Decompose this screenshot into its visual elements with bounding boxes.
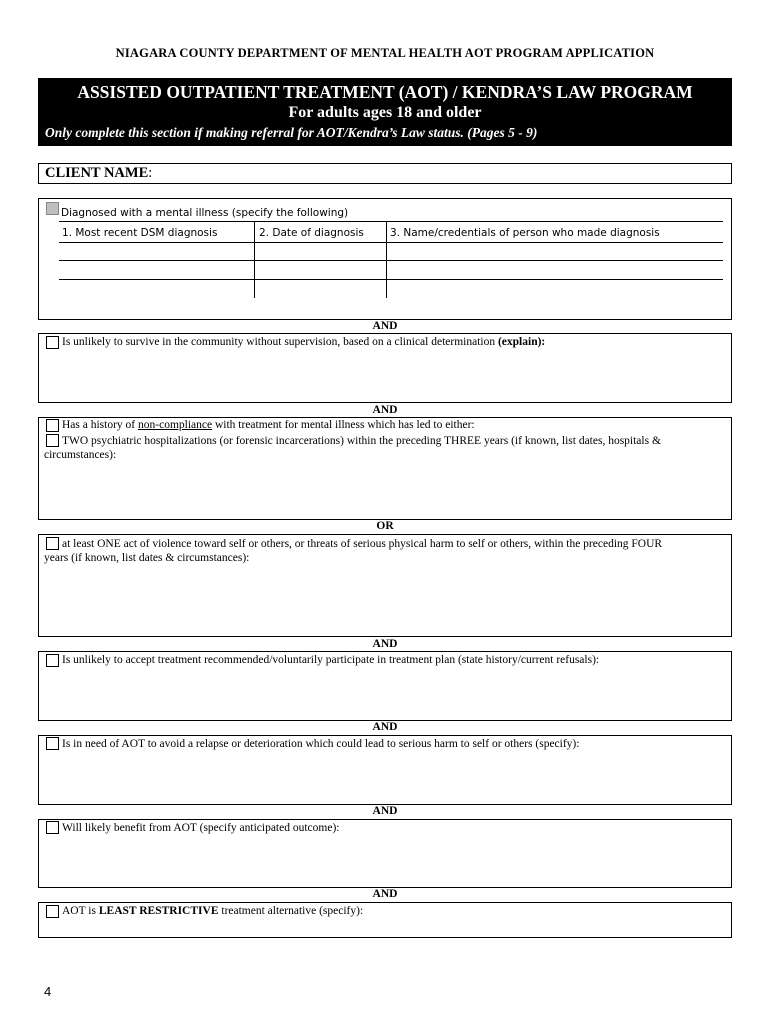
diagnosis-row-line	[59, 260, 723, 261]
banner-subtitle: For adults ages 18 and older	[288, 104, 482, 121]
client-name-label	[45, 165, 152, 182]
accept-treatment-text: Is unlikely to accept treatment recommended/voluntarily participate in treatment plan (state history/current refusals):	[62, 654, 600, 666]
diagnosis-row-line	[59, 242, 723, 243]
relapse-checkbox[interactable]	[46, 737, 59, 750]
conjunction-and: AND	[372, 638, 398, 650]
violence-checkbox[interactable]	[46, 537, 59, 550]
hospitalizations-checkbox[interactable]	[46, 434, 59, 447]
survive-text	[62, 335, 545, 349]
diagnosis-col-date: 2. Date of diagnosis	[259, 227, 364, 239]
program-banner	[38, 78, 732, 146]
noncompliance-text	[62, 418, 475, 432]
hospitalizations-text-line2: circumstances):	[44, 449, 117, 461]
noncompliance-text-pre: Has a history of	[62, 419, 139, 431]
survive-text-main: Is unlikely to survive in the community without supervision, based on a clinical determination	[62, 336, 498, 348]
hospitalizations-text-line1: TWO psychiatric hospitalizations (or forensic incarcerations) within the preceding THREE years (if known, list dates, hospitals &	[62, 435, 661, 447]
page-number: 4	[44, 984, 52, 999]
noncompliance-checkbox[interactable]	[46, 419, 59, 432]
benefit-text: Will likely benefit from AOT (specify anticipated outcome):	[62, 822, 340, 834]
least-restrictive-text-post: treatment alternative (specify):	[218, 905, 364, 917]
conjunction-and: AND	[372, 320, 398, 332]
accept-treatment-checkbox[interactable]	[46, 654, 59, 667]
survive-text-explain: (explain):	[497, 336, 546, 348]
conjunction-and: AND	[372, 721, 398, 733]
least-restrictive-text	[62, 904, 363, 918]
conjunction-and: AND	[372, 404, 398, 416]
diagnosis-row-line	[59, 279, 723, 280]
diagnosis-table-top-line	[59, 221, 723, 222]
diagnosis-col-credentials: 3. Name/credentials of person who made diagnosis	[390, 227, 660, 239]
noncompliance-text-post: with treatment for mental illness which has led to either:	[212, 419, 475, 431]
diagnosis-label: Diagnosed with a mental illness (specify the following)	[61, 207, 349, 219]
least-restrictive-checkbox[interactable]	[46, 905, 59, 918]
violence-text-line2: years (if known, list dates & circumstances):	[44, 552, 250, 564]
diagnosis-checkbox[interactable]	[46, 202, 59, 215]
client-name-colon: :	[148, 165, 153, 181]
form-header-title: NIAGARA COUNTY DEPARTMENT OF MENTAL HEALTH AOT PROGRAM APPLICATION	[115, 46, 655, 60]
client-name-field[interactable]	[38, 163, 732, 184]
noncompliance-section[interactable]	[38, 417, 732, 520]
survive-checkbox[interactable]	[46, 336, 59, 349]
noncompliance-text-underline: non-compliance	[138, 419, 213, 431]
least-restrictive-text-bold: LEAST RESTRICTIVE	[98, 905, 219, 917]
least-restrictive-text-pre: AOT is	[62, 905, 99, 917]
relapse-text: Is in need of AOT to avoid a relapse or deterioration which could lead to serious harm to self or others (specify):	[62, 738, 580, 750]
conjunction-and: AND	[372, 888, 398, 900]
conjunction-or: OR	[376, 520, 394, 532]
client-name-label-text: CLIENT NAME	[45, 165, 149, 181]
conjunction-and: AND	[372, 805, 398, 817]
benefit-checkbox[interactable]	[46, 821, 59, 834]
banner-instruction: Only complete this section if making referral for AOT/Kendra’s Law status. (Pages 5 - 9)	[45, 125, 538, 140]
diagnosis-col-dsm: 1. Most recent DSM diagnosis	[62, 227, 218, 239]
banner-title: ASSISTED OUTPATIENT TREATMENT (AOT) / KENDRA’S LAW PROGRAM	[77, 82, 693, 102]
violence-text-line1: at least ONE act of violence toward self or others, or threats of serious physical harm to self or others, within the preceding FOUR	[62, 538, 663, 550]
